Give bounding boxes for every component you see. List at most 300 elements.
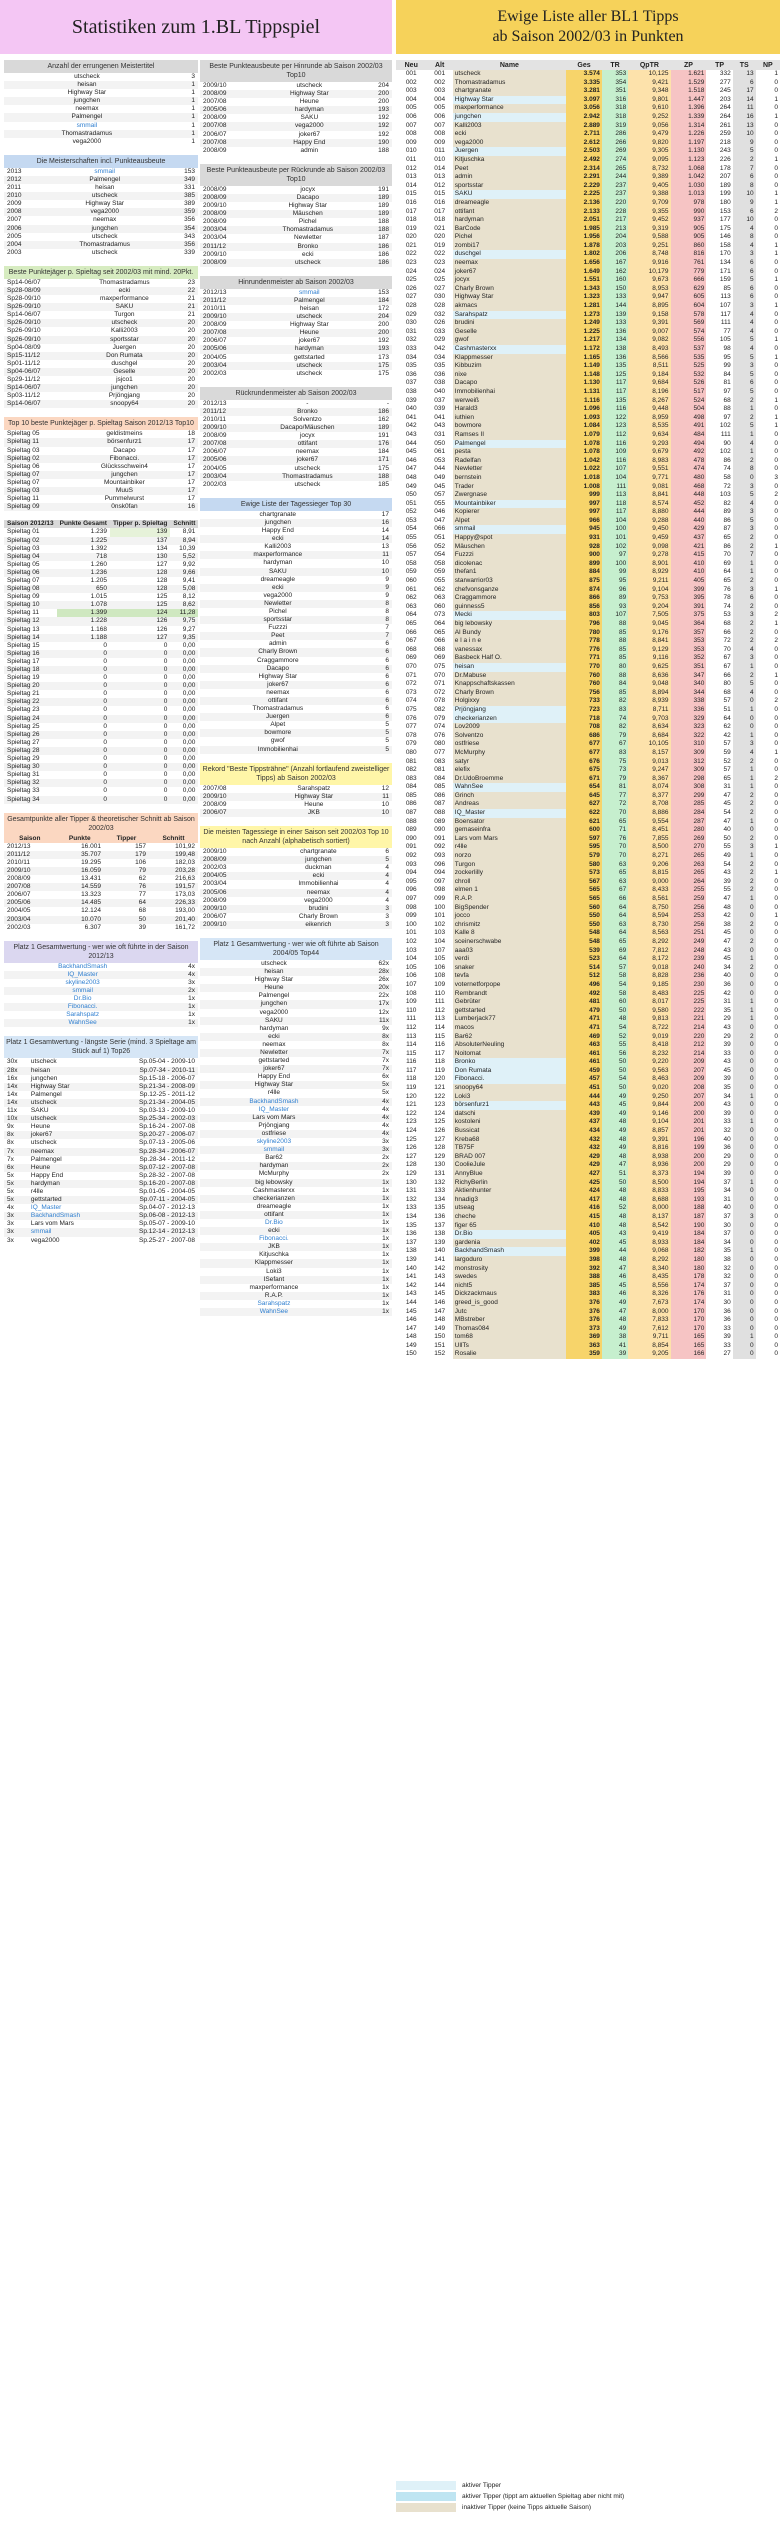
meisterschaften-row <box>4 176 198 184</box>
ewige-cell-name: Radelfan <box>453 457 566 466</box>
ewige-cell-name: gettstarted <box>453 1007 566 1016</box>
tagessieger-cell: 11 <box>356 551 392 559</box>
ewige-cell-ts: 1 <box>733 818 756 827</box>
serie-cell: Sp.15-18 - 2006-07 <box>138 1074 195 1082</box>
ewige-cell-name: Palmengel <box>453 440 566 449</box>
top10-cell: Spieltag 07 <box>4 471 75 479</box>
saison-cell: 1.205 <box>90 576 107 584</box>
top10-row <box>4 495 198 503</box>
ewige-cell-np: 0 <box>774 568 778 576</box>
ewige-cell-neu: 043 <box>405 430 417 438</box>
ewige-cell-np: 0 <box>774 602 778 610</box>
ewige-cell-qptr: 9,554 <box>628 818 670 827</box>
platz1-gesamt-row <box>200 1098 392 1106</box>
ewige-cell-name: Fuzzzi <box>453 551 566 560</box>
ewige-cell-np: 1 <box>774 70 778 77</box>
ewige-cell-neu: 003 <box>405 87 417 95</box>
hinrunde-cell: 2007/08 <box>200 122 262 130</box>
beste-spieltag-cell: Sp15-11/12 <box>4 352 74 360</box>
meiste-tagessiege-row <box>200 905 392 913</box>
ewige-cell-tp: 65 <box>723 534 731 542</box>
ewige-cell-neu: 026 <box>405 284 417 292</box>
ewige-cell-tp: 43 <box>723 1023 731 1031</box>
ewige-cell-name: AnnyBlue <box>453 1170 566 1179</box>
ewige-cell-name: monstrosity <box>453 1265 566 1274</box>
ewige-cell-tp: 45 <box>723 1066 731 1074</box>
platz1-gesamt-cell: checkerianzen <box>200 1195 348 1203</box>
ewige-cell-tr: 351 <box>602 87 628 96</box>
ewige-cell-zp: 221 <box>671 1015 707 1024</box>
ewige-cell-tp: 39 <box>723 877 731 885</box>
ewige-cell-np: 1 <box>774 276 778 284</box>
rekord-cell: Highway Star <box>265 793 363 801</box>
platz1-gesamt-cell: hardyman <box>200 1162 348 1170</box>
ewige-cell-ts: 0 <box>733 1239 756 1248</box>
ewige-cell-zp: 329 <box>671 715 707 724</box>
ewige-cell-zp: 347 <box>671 672 707 681</box>
tagessieger-row <box>200 681 392 689</box>
beste-spieltag-cell: Sp26-09/10 <box>4 319 74 327</box>
ewige-cell-ges: 945 <box>566 525 602 534</box>
ewige-cell-np: 0 <box>774 757 778 765</box>
ewige-cell-ges: 1.656 <box>566 259 602 268</box>
ewige-cell-np: 0 <box>774 645 778 653</box>
tagessieger-cell: 10 <box>381 559 389 567</box>
rueckrundenmeister-cell: 2012/13 <box>203 399 227 407</box>
ewige-cell-alt: 085 <box>434 783 446 791</box>
ewige-cell-name: Holgixxy <box>453 697 566 706</box>
ewige-cell-zp: 280 <box>671 826 707 835</box>
platz1-gesamt-cell: 62x <box>378 959 389 967</box>
ewige-cell-name: Fibonacci. <box>453 1075 566 1084</box>
rueckrunde-row <box>200 202 392 210</box>
ewige-cell-name: gwof <box>453 336 566 345</box>
rueckrundenmeister-cell: 2007/08 <box>200 440 253 448</box>
ewige-cell-ts: 4 <box>733 689 756 698</box>
platz1-gesamt-cell: Bar62 <box>265 1154 283 1162</box>
hinrunde-row <box>200 82 392 90</box>
platz1-gesamt-row <box>200 1292 392 1300</box>
ewige-cell-np: 0 <box>774 1015 778 1023</box>
ewige-cell-alt: 110 <box>434 989 445 997</box>
rueckrundenmeister-cell: 175 <box>378 464 389 472</box>
ewige-cell-tp: 68 <box>723 688 731 696</box>
legend-item <box>396 2491 780 2502</box>
saison-cell: 0,00 <box>170 682 198 690</box>
hinrundenmeister-cell: 2007/08 <box>200 329 262 337</box>
ewige-cell-ges: 1.018 <box>566 474 602 483</box>
ewige-cell-alt: 055 <box>434 577 446 585</box>
platz1-gesamt-row <box>200 1041 392 1049</box>
ewige-cell-np: 0 <box>774 1127 778 1135</box>
platz1-gesamt-cell: 4x <box>382 1105 389 1113</box>
hinrunde-cell: 2007/08 <box>203 98 227 106</box>
ewige-cell-tp: 87 <box>723 525 731 533</box>
meister-row <box>4 89 198 97</box>
ewige-cell-tp: 85 <box>723 284 731 292</box>
saison-cell: Spieltag 12 <box>4 617 57 625</box>
ewige-cell-neu: 103 <box>405 946 417 954</box>
ewige-cell-zp: 180 <box>671 1265 707 1274</box>
tagessieger-cell: 9 <box>385 591 389 599</box>
ewige-liste-table <box>396 60 780 1359</box>
meiste-tagessiege-cell: chartgranate <box>300 848 337 856</box>
hinrunde-cell: 192 <box>378 114 389 122</box>
ewige-cell-name: zombi17 <box>453 242 566 251</box>
ewige-cell-np: 0 <box>774 516 778 524</box>
meisterschaften-cell: 2003 <box>7 248 22 256</box>
hinrundenmeister-cell: 192 <box>378 337 389 345</box>
saison-cell: 0 <box>57 650 110 658</box>
ewige-cell-zp: 405 <box>671 577 707 586</box>
ewige-cell-alt: 112 <box>434 1006 445 1014</box>
gesamtpunkte-cell: 6.307 <box>84 923 101 931</box>
ewige-cell-alt: 122 <box>434 1092 446 1100</box>
ewige-cell-tp: 38 <box>723 920 731 928</box>
ewige-cell-zp: 195 <box>671 1187 707 1196</box>
ewige-cell-ges: 1.343 <box>566 285 602 294</box>
ewige-cell-tp: 218 <box>719 138 731 146</box>
ewige-title: Ewige Liste aller BL1 Tipps <box>497 8 679 25</box>
tagessieger-cell: Thomastradamus <box>252 705 304 713</box>
ewige-cell-ts: 2 <box>733 620 756 629</box>
ewige-cell-name: Juergen <box>453 147 566 156</box>
ewige-cell-name: Al Bundy <box>453 629 566 638</box>
ewige-cell-zp: 357 <box>671 629 707 638</box>
ewige-cell-ts: 6 <box>733 79 756 88</box>
platz1-gesamt-cell: JKB <box>200 1243 348 1251</box>
ewige-cell-tr: 269 <box>602 147 628 156</box>
ewige-cell-name: BigSpender <box>453 904 566 913</box>
ewige-cell-zp: 492 <box>671 448 707 457</box>
saison-row <box>4 642 198 650</box>
hinrundenmeister-cell: 2002/03 <box>203 369 227 377</box>
ewige-cell-qptr: 9,625 <box>628 663 670 672</box>
ewige-cell-qptr: 7,833 <box>628 1316 670 1325</box>
hinrunde-row <box>200 122 392 130</box>
ewige-cell-tp: 159 <box>719 276 731 284</box>
platz1-gesamt-cell: 28x <box>348 968 392 976</box>
beste-spieltag-row <box>4 327 198 335</box>
ewige-cell-neu: 054 <box>405 525 417 533</box>
ewige-cell-np: 0 <box>774 791 778 799</box>
ewige-cell-tr: 67 <box>602 886 628 895</box>
meister-row <box>4 122 198 130</box>
ewige-cell-neu: 148 <box>405 1333 417 1341</box>
ewige-cell-alt: 043 <box>434 422 446 430</box>
platz1-gesamt-cell: 1x <box>348 1276 392 1284</box>
ewige-cell-qptr: 8,566 <box>628 354 670 363</box>
beste-spieltag-cell: 21 <box>187 311 195 319</box>
ewige-cell-zp: 526 <box>671 379 707 388</box>
ewige-cell-tr: 150 <box>602 285 628 294</box>
hinrundenmeister-cell: heisan <box>299 304 319 312</box>
gesamtpunkte-cell: 79 <box>104 867 149 875</box>
ewige-cell-neu: 029 <box>405 310 417 318</box>
ewige-cell-tp: 180 <box>719 198 731 206</box>
ewige-cell-qptr: 8,953 <box>628 285 670 294</box>
ewige-cell-name: TB75F <box>453 1144 566 1153</box>
ewige-cell-tp: 32 <box>723 1264 731 1272</box>
ewige-cell-ts: 1 <box>733 448 756 457</box>
ewige-cell-np: 0 <box>774 164 778 172</box>
hinrunde-cell: vega2000 <box>262 122 356 130</box>
ewige-cell-np: 0 <box>774 1084 778 1092</box>
meiste-tagessiege-cell: ecki <box>266 872 370 880</box>
ewige-cell-np: 1 <box>774 620 778 627</box>
saison-cell: Spieltag 15 <box>7 641 40 649</box>
ewige-cell-ts: 2 <box>733 921 756 930</box>
ewige-cell-np: 0 <box>774 963 778 971</box>
ewige-cell-neu: 042 <box>405 422 417 430</box>
top10-row <box>4 438 198 446</box>
ewige-row <box>396 998 780 1007</box>
ewige-cell-ts: 0 <box>733 1350 756 1359</box>
ewige-cell-neu: 102 <box>405 937 417 945</box>
saison-row <box>4 674 198 682</box>
ewige-cell-name: Bar62 <box>453 1033 566 1042</box>
serie-cell: Sp.12-14 - 2012-13 <box>108 1228 198 1236</box>
top10-cell: börsenfurz1 <box>75 438 173 446</box>
ewige-row <box>396 912 780 921</box>
platz1-gesamt-row <box>200 1243 392 1251</box>
ewige-cell-tr: 96 <box>602 586 628 595</box>
ewige-cell-tr: 60 <box>602 998 628 1007</box>
ewige-cell-tp: 64 <box>723 568 731 576</box>
saison-cell: 0,00 <box>182 738 196 746</box>
ewige-cell-zp: 263 <box>671 861 707 870</box>
gesamtpunkte-row <box>4 916 198 924</box>
platz1-gesamt-cell: 7x <box>348 1065 392 1073</box>
ewige-cell-name: Boensator <box>453 818 566 827</box>
ewige-cell-ts: 2 <box>733 397 756 406</box>
ewige-cell-name: starwarrior03 <box>453 577 566 586</box>
ewige-cell-name: ecki <box>453 130 566 139</box>
beste-spieltag-cell: 20 <box>175 400 198 408</box>
tagessieger-cell: ottifant <box>200 697 356 705</box>
meisterschaften-cell: heisan <box>95 184 115 192</box>
ewige-cell-neu: 061 <box>405 585 417 593</box>
ewige-header-np: NP <box>756 60 780 70</box>
serie-row <box>4 1139 198 1147</box>
ewige-cell-np: 0 <box>774 688 778 696</box>
ewige-cell-qptr: 9,250 <box>628 1093 670 1102</box>
ewige-cell-ts: 0 <box>733 1342 756 1351</box>
ewige-cell-zp: 248 <box>671 947 707 956</box>
ewige-cell-qptr: 9,703 <box>628 715 670 724</box>
top10-cell: Spieltag 06 <box>7 462 40 470</box>
ewige-cell-ts: 16 <box>733 113 756 122</box>
ewige-cell-neu: 086 <box>405 800 417 808</box>
ewige-row <box>396 1179 780 1188</box>
ewige-cell-ges: 369 <box>566 1333 602 1342</box>
ewige-cell-name: Rosalie <box>453 1350 566 1359</box>
serie-cell: 16x <box>7 1074 18 1082</box>
ewige-cell-np: 0 <box>774 1238 778 1246</box>
ewige-cell-zp: 1.226 <box>671 130 707 139</box>
ewige-cell-ges: 997 <box>566 508 602 517</box>
meister-row <box>4 81 198 89</box>
tagessieger-row <box>200 608 392 616</box>
ewige-cell-ges: 723 <box>566 706 602 715</box>
ewige-cell-name: Kreba68 <box>453 1136 566 1145</box>
serie-row <box>4 1115 198 1123</box>
top10-row <box>4 463 198 471</box>
serie-cell: Sp.21-34 - 2008-09 <box>108 1083 198 1091</box>
ewige-cell-neu: 080 <box>405 748 417 756</box>
platz1-gesamt-cell: 3x <box>348 1146 392 1154</box>
ewige-cell-name: tom68 <box>453 1333 566 1342</box>
ewige-cell-ts: 2 <box>733 964 756 973</box>
saison-cell: 1.015 <box>90 593 107 601</box>
ewige-row <box>396 603 780 612</box>
ewige-cell-alt: 137 <box>434 1221 446 1229</box>
ewige-cell-qptr: 9,007 <box>628 328 670 337</box>
left-header <box>0 0 392 54</box>
ewige-cell-ts: 4 <box>733 500 756 509</box>
meiste-tagessiege-cell: 4 <box>385 880 389 888</box>
ewige-cell-name: nicht5 <box>453 1282 566 1291</box>
ewige-cell-ges: 3.097 <box>566 96 602 105</box>
hinrundenmeister-cell: 2008/09 <box>203 321 227 329</box>
ewige-cell-zp: 1.030 <box>671 182 707 191</box>
ewige-cell-name: satyr <box>453 758 566 767</box>
ewige-cell-ges: 900 <box>566 551 602 560</box>
ewige-cell-neu: 091 <box>405 843 417 851</box>
ewige-cell-tp: 175 <box>719 224 731 232</box>
ewige-cell-tr: 70 <box>602 809 628 818</box>
top10-cell: 18 <box>187 430 195 438</box>
ewige-cell-alt: 133 <box>434 1187 446 1195</box>
ewige-cell-qptr: 8,857 <box>628 1127 670 1136</box>
ewige-cell-tp: 29 <box>723 1032 731 1040</box>
ewige-cell-ts: 6 <box>733 208 756 217</box>
ewige-row <box>396 861 780 870</box>
ewige-cell-qptr: 8,901 <box>628 560 670 569</box>
beste-spieltag-cell: Sp14-06/07 <box>7 278 41 286</box>
ewige-cell-neu: 017 <box>405 207 417 215</box>
hinrunde-cell: 2005/06 <box>200 106 262 114</box>
saison-cell: 0 <box>57 731 110 739</box>
platz1-gesamt-cell: 6x <box>382 1073 389 1081</box>
ewige-row <box>396 319 780 328</box>
rueckrundenmeister-cell: 171 <box>362 456 392 464</box>
ewige-cell-tp: 40 <box>723 1204 731 1212</box>
ewige-cell-zp: 201 <box>671 1118 707 1127</box>
ewige-cell-ts: 0 <box>733 1024 756 1033</box>
ewige-cell-neu: 120 <box>405 1092 417 1100</box>
hinrunde-cell: 2007/08 <box>200 139 262 147</box>
top10-cell: Mountainbiker <box>104 478 145 486</box>
hinrundenmeister-row <box>200 362 392 370</box>
serie-cell: gettstarted <box>28 1196 108 1204</box>
rueckrundenmeister-cell: 176 <box>362 440 392 448</box>
ewige-cell-np: 0 <box>774 525 778 533</box>
ewige-cell-name: kostoleni <box>453 1118 566 1127</box>
ewige-cell-alt: 113 <box>434 1015 445 1023</box>
gesamtpunkte-header-cell: Saison <box>19 834 41 842</box>
rueckrundenmeister-row <box>200 440 392 448</box>
beste-spieltag-cell: 20 <box>187 343 195 351</box>
rekord-box <box>200 763 392 817</box>
ewige-cell-ts: 0 <box>733 972 756 981</box>
beste-spieltag-title: Beste Punktejäger p. Spieltag seit 2002/03 mit mind. 20Pkt. <box>4 266 198 279</box>
platz1-gesamt-cell: 2x <box>382 1170 389 1178</box>
ewige-cell-zp: 364 <box>671 620 707 629</box>
ewige-cell-ts: 3 <box>733 654 756 663</box>
platz1-gesamt-row <box>200 1033 392 1041</box>
ewige-cell-name: brudini <box>453 319 566 328</box>
gesamtpunkte-cell: 13.323 <box>81 891 101 899</box>
ewige-row <box>396 551 780 560</box>
tagessieger-row <box>200 568 392 576</box>
ewige-cell-np: 0 <box>774 594 778 602</box>
ewige-cell-name: datschi <box>453 1110 566 1119</box>
top10-row <box>4 487 198 495</box>
ewige-cell-qptr: 8,500 <box>628 1179 670 1188</box>
ewige-cell-alt: 092 <box>434 843 446 851</box>
hinrundenmeister-cell: Highway Star <box>289 321 329 329</box>
ewige-cell-qptr: 8,196 <box>628 388 670 397</box>
ewige-cell-np: 3 <box>774 473 778 481</box>
ewige-cell-ts: 0 <box>733 1196 756 1205</box>
saison-cell: Spieltag 34 <box>4 796 57 804</box>
ewige-cell-zp: 193 <box>671 1196 707 1205</box>
ewige-cell-name: Solventzo <box>453 732 566 741</box>
ewige-cell-alt: 120 <box>434 1075 446 1083</box>
ewige-cell-name: Dr.Mabuse <box>453 672 566 681</box>
ewige-cell-tr: 70 <box>602 852 628 861</box>
ewige-cell-tp: 111 <box>720 430 731 438</box>
ewige-cell-qptr: 8,232 <box>628 1050 670 1059</box>
ewige-cell-qptr: 9,452 <box>628 216 670 225</box>
ewige-cell-zp: 491 <box>671 422 707 431</box>
ewige-cell-tp: 177 <box>719 216 731 224</box>
platz1-gesamt-title: Platz 1 Gesamtwertung - wer wie oft führte ab Saison 2004/05 Top44 <box>200 938 392 960</box>
rueckrundenmeister-cell: Thomastradamus <box>253 473 361 481</box>
saison-cell: 0,00 <box>182 755 196 763</box>
ewige-cell-np: 0 <box>774 362 778 370</box>
ewige-subtitle: ab Saison 2002/03 in Punkten <box>492 28 684 45</box>
ewige-header-ges: Ges <box>566 60 602 70</box>
ewige-cell-alt: 003 <box>434 87 446 95</box>
ewige-cell-name: bernstein <box>453 474 566 483</box>
ewige-cell-ges: 2.314 <box>566 165 602 174</box>
beste-spieltag-row <box>4 319 198 327</box>
ewige-cell-ges: 1.079 <box>566 431 602 440</box>
meisterschaften-cell: utscheck <box>91 232 118 240</box>
saison-cell: 137 <box>110 537 170 545</box>
top10-cell: Spieltag 07 <box>7 478 40 486</box>
saison-cell: 128 <box>110 585 170 593</box>
serie-row <box>4 1131 198 1139</box>
ewige-row <box>396 800 780 809</box>
rueckrundenmeister-row <box>200 456 392 464</box>
ewige-cell-neu: 032 <box>405 336 417 344</box>
ewige-row <box>396 328 780 337</box>
ewige-cell-tr: 48 <box>602 1153 628 1162</box>
ewige-cell-zp: 532 <box>671 371 707 380</box>
ewige-cell-neu: 134 <box>405 1212 417 1220</box>
ewige-cell-qptr: 9,673 <box>628 276 670 285</box>
ewige-cell-zp: 937 <box>671 216 707 225</box>
ewige-cell-qptr: 8,939 <box>628 697 670 706</box>
ewige-cell-qptr: 9,319 <box>628 225 670 234</box>
ewige-cell-np: 0 <box>774 714 778 722</box>
meister-cell: 1 <box>170 113 198 121</box>
hinrunde-title: Beste Punkteausbeute per Hinrunde ab Saison 2002/03 Top10 <box>200 60 392 82</box>
gesamtpunkte-cell: 19.295 <box>81 858 101 866</box>
